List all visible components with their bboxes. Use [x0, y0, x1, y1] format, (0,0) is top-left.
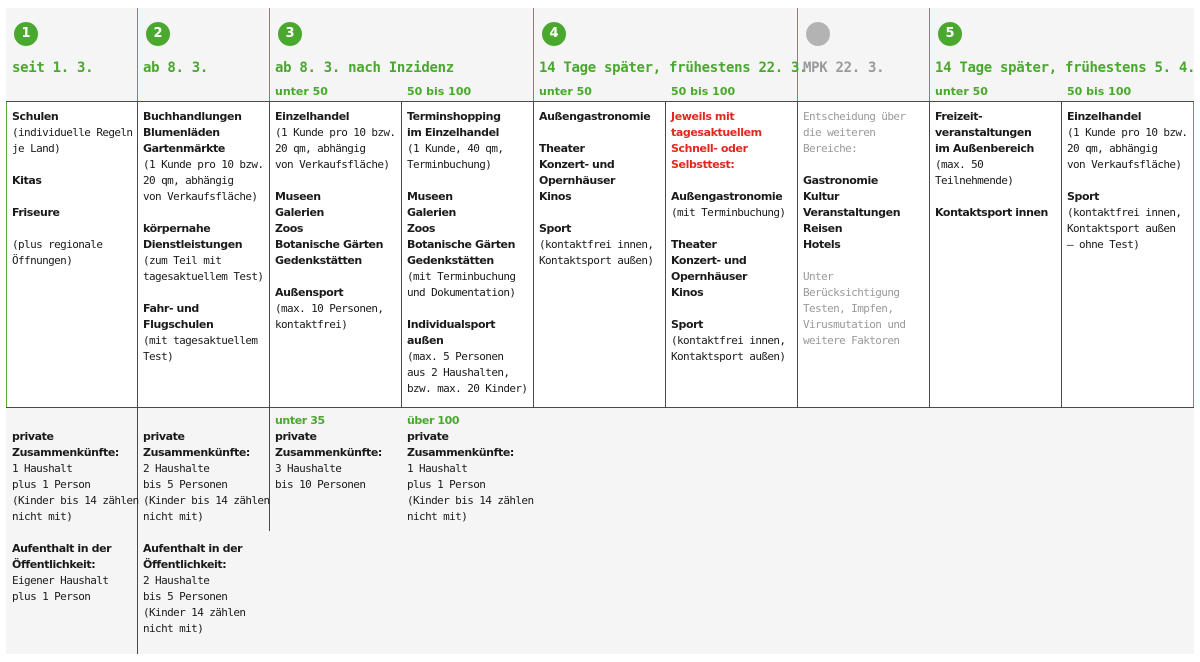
column-divider [665, 101, 666, 407]
incidence-label: unter 50 [935, 85, 988, 98]
header-divider [269, 8, 270, 102]
header-rule [6, 101, 1194, 102]
phase-number-badge: 4 [542, 22, 566, 46]
openings-cell: Jeweils mit tagesaktuellem Schnell- oder Selbsttest: Außengastronomie (mit Terminbuchung) Theater Konzert- und Opernhäuser Kinos Sport (kontaktfrei innen, Kontaktsport außen) [671, 110, 786, 363]
openings-cell: Schulen (individuelle Regeln je Land) Kitas Friseure (plus regionale Öffnungen) [12, 110, 133, 267]
gatherings-cell: private Zusammenkünfte: 1 Haushalt plus 1 Person (Kinder bis 14 zählen nicht mit) Aufenthalt in der Öffentlichkeit: Eigener Haushalt plus 1 Person [12, 430, 139, 603]
header-background [6, 8, 1194, 102]
phase-number-badge: 5 [938, 22, 962, 46]
incidence-label: 50 bis 100 [671, 85, 736, 98]
incidence-label: unter 50 [539, 85, 592, 98]
phase-title: 14 Tage später, frühestens 5. 4. [935, 60, 1196, 76]
header-divider [797, 8, 798, 102]
phase-title: 14 Tage später, frühestens 22. 3. [539, 60, 808, 76]
openings-cell: Buchhandlungen Blumenläden Gartenmärkte (1 Kunde pro 10 bzw. 20 qm, abhängig von Verkaufsfläche) körpernahe Dienstleistungen (zum Teil mit tagesaktuellem Test) Fahr- und Flugschulen (mit tagesaktuellem Test) [143, 110, 264, 363]
header-divider [137, 8, 138, 102]
openings-cell: Einzelhandel (1 Kunde pro 10 bzw. 20 qm, abhängig von Verkaufsfläche) Museen Galerien Zoos Botanische Gärten Gedenkstätten Außensport (max. 10 Personen, kontaktfrei) [275, 110, 396, 331]
openings-cell: Entscheidung über die weiteren Bereiche: Gastronomie Kultur Veranstaltungen Reisen Hotels Unter Berücksichtigung Testen, Impfen, Virusmutation und weitere Faktoren [803, 110, 906, 347]
column-divider [797, 101, 798, 407]
phase-number-badge [806, 22, 830, 46]
incidence-label: 50 bis 100 [1067, 85, 1132, 98]
phase-number-badge: 3 [278, 22, 302, 46]
gatherings-cell: über 100 private Zusammenkünfte: 1 Haushalt plus 1 Person (Kinder bis 14 zählen nicht mit) [407, 414, 534, 523]
gatherings-cell: private Zusammenkünfte: 2 Haushalte bis 5 Personen (Kinder bis 14 zählen nicht mit) Aufenthalt in der Öffentlichkeit: 2 Haushalte bis 5 Personen (Kinder 14 zählen nicht mit) [143, 430, 270, 635]
gatherings-cell: unter 35 private Zusammenkünfte: 3 Haushalte bis 10 Personen [275, 414, 382, 491]
phase-title: ab 8. 3. [143, 60, 209, 76]
phase-number-badge: 2 [146, 22, 170, 46]
incidence-label: 50 bis 100 [407, 85, 472, 98]
column-divider [401, 101, 402, 407]
openings-cell: Freizeit- veranstaltungen im Außenbereich (max. 50 Teilnehmende) Kontaktsport innen [935, 110, 1048, 219]
header-divider [929, 8, 930, 102]
phase-number-badge: 1 [14, 22, 38, 46]
phase-title: seit 1. 3. [12, 60, 94, 76]
column-divider [1061, 101, 1062, 407]
header-divider [533, 8, 534, 102]
openings-cell: Terminshopping im Einzelhandel (1 Kunde, 40 qm, Terminbuchung) Museen Galerien Zoos Botanische Gärten Gedenkstätten (mit Terminbuchung und Dokumentation) Individualsport außen (max. 5 Personen aus 2 Haushalten, bzw. max. 20 Kinder) [407, 110, 528, 395]
openings-cell: Außengastronomie Theater Konzert- und Opernhäuser Kinos Sport (kontaktfrei innen, Kontaktsport außen) [539, 110, 654, 267]
row-rule [6, 407, 1194, 408]
phase-title: MPK 22. 3. [803, 60, 885, 76]
incidence-label: unter 50 [275, 85, 328, 98]
column-divider [533, 101, 534, 407]
phase-title: ab 8. 3. nach Inzidenz [275, 60, 454, 76]
column-divider [929, 101, 930, 407]
openings-cell: Einzelhandel (1 Kunde pro 10 bzw. 20 qm, abhängig von Verkaufsfläche) Sport (kontaktfrei innen, Kontaktsport außen – ohne Test) [1067, 110, 1188, 251]
